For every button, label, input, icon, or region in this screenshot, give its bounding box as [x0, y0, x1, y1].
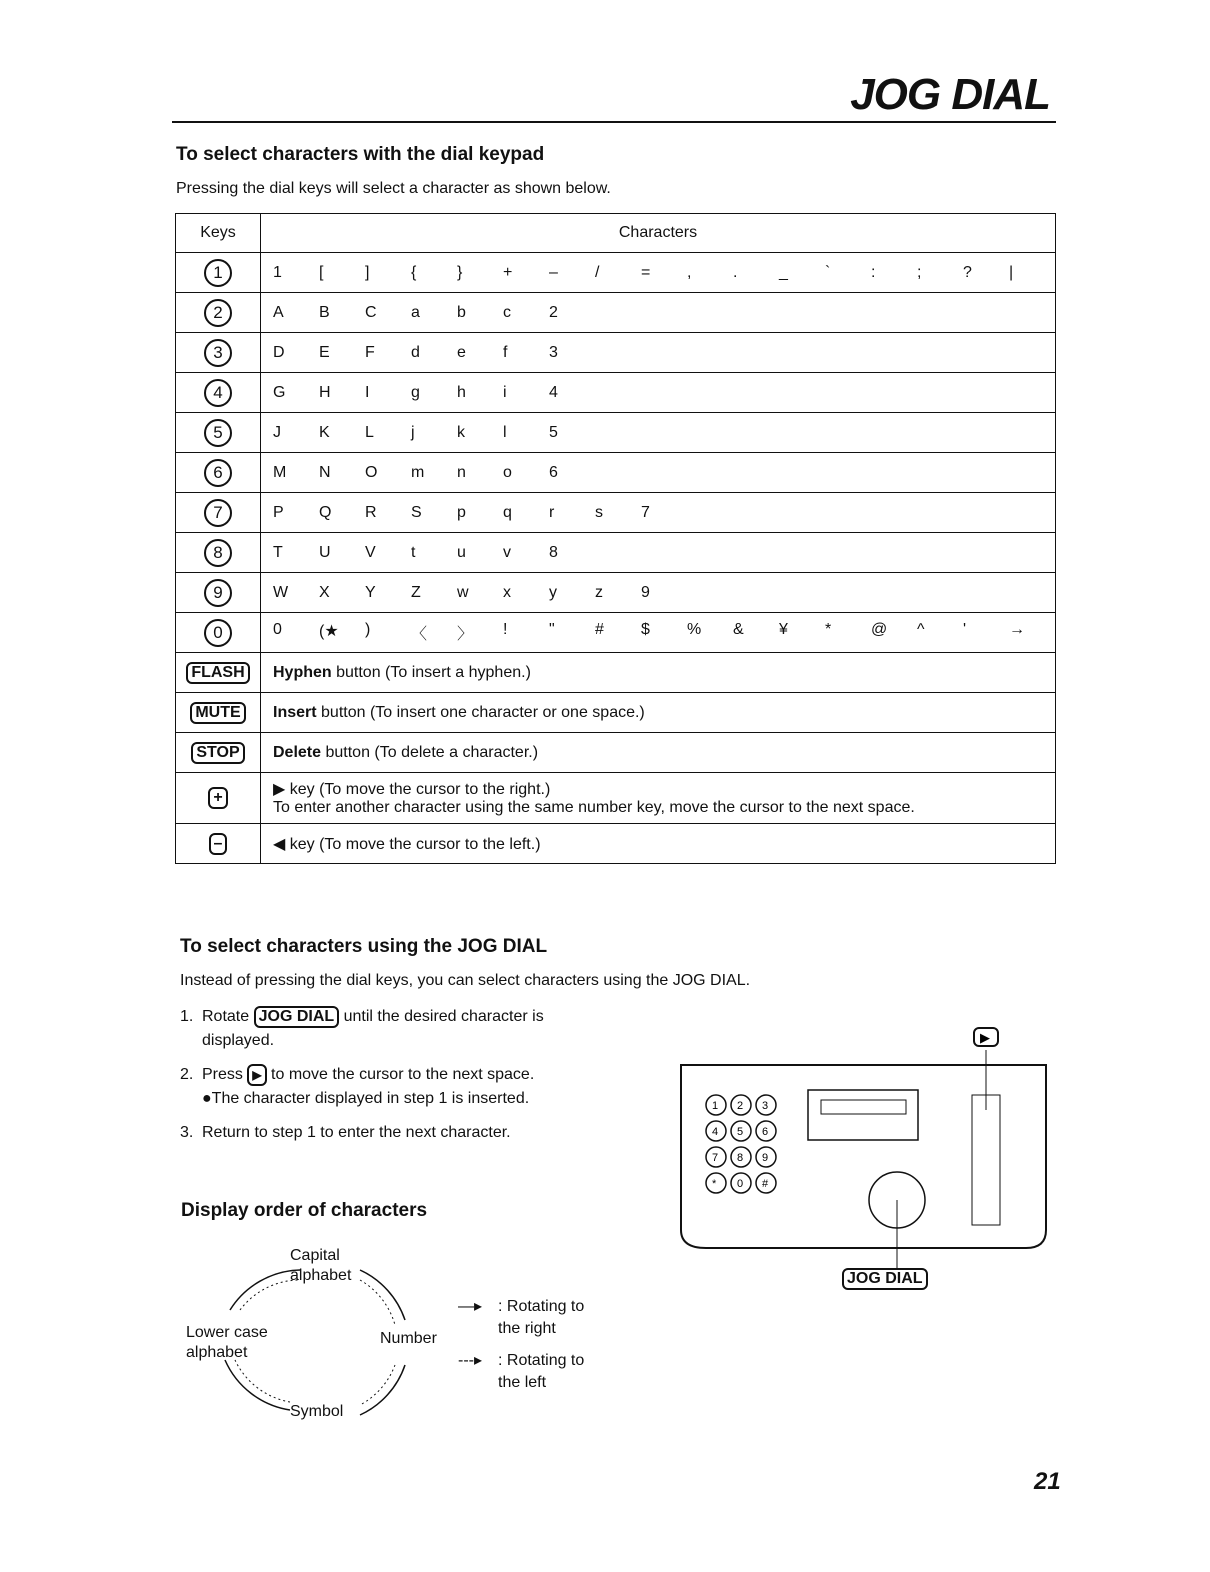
table-row: [176, 693, 1056, 733]
character: o: [503, 463, 512, 481]
character: `: [825, 263, 831, 281]
character: y: [549, 583, 557, 601]
characters-cell: [261, 733, 1056, 773]
device-key-label: 3: [762, 1100, 769, 1112]
keypad-intro: Pressing the dial keys will select a character as shown below.: [176, 180, 611, 197]
step-3: [180, 1121, 620, 1145]
right-arrow-icon: ▶: [980, 1030, 990, 1045]
key-cell: [176, 653, 261, 693]
characters-cell: [261, 573, 1056, 613]
characters-cell: [261, 333, 1056, 373]
step-text: Press: [202, 1066, 248, 1083]
character: S: [411, 503, 422, 521]
character: u: [457, 543, 466, 561]
character: z: [595, 583, 603, 601]
character-table: [175, 213, 1056, 864]
character: ]: [365, 263, 370, 281]
table-row: [176, 373, 1056, 413]
device-key-label: *: [712, 1178, 717, 1190]
character: _: [779, 263, 788, 281]
character: w: [457, 583, 469, 601]
character: :: [871, 263, 876, 281]
steps-list: [180, 1005, 620, 1145]
page-number: 21: [1034, 1468, 1061, 1495]
table-row: [176, 413, 1056, 453]
desc-line: ▶ key (To move the cursor to the right.): [273, 781, 551, 798]
device-key-label: 6: [762, 1126, 769, 1138]
table-row: [176, 573, 1056, 613]
character: X: [319, 583, 330, 601]
character: U: [319, 543, 331, 561]
device-key-label: #: [762, 1178, 769, 1190]
character: d: [411, 343, 420, 361]
button-desc: button (To delete a character.): [321, 743, 539, 761]
character: I: [365, 383, 370, 401]
character: g: [411, 383, 420, 401]
character: x: [503, 583, 511, 601]
dotted-arrow: [360, 1365, 395, 1405]
character: =: [641, 263, 651, 281]
character: @: [871, 621, 888, 638]
character: a: [411, 303, 420, 321]
legend-left: [458, 1350, 598, 1394]
characters-cell: [261, 693, 1056, 733]
legend-text: : Rotating to the left: [498, 1352, 585, 1391]
character: C: [365, 303, 377, 321]
character: c: [503, 303, 511, 321]
key-cell: [176, 824, 261, 864]
characters-cell: [261, 613, 1056, 653]
table-row: [176, 613, 1056, 653]
character: ': [963, 621, 967, 638]
dashed-arrow-icon: ---▸: [458, 1352, 483, 1369]
step-2: [180, 1063, 620, 1111]
character: j: [411, 423, 415, 441]
character: /: [595, 263, 600, 281]
characters-cell: [261, 533, 1056, 573]
character: D: [273, 343, 285, 361]
label-symbol: Symbol: [290, 1403, 344, 1420]
character: 1: [273, 263, 282, 281]
table-row: [176, 333, 1056, 373]
device-key-label: 4: [712, 1126, 719, 1138]
left-desc: ◀ key (To move the cursor to the left.): [273, 835, 541, 853]
character: L: [365, 423, 374, 441]
character: *: [825, 621, 832, 638]
character: e: [457, 343, 466, 361]
jog-dial-key: JOG DIAL: [254, 1006, 340, 1028]
dial-key-icon: 2: [204, 299, 232, 327]
arrow-symbol-to-lower: [225, 1360, 290, 1410]
character: n: [457, 463, 466, 481]
character: 7: [641, 503, 650, 521]
characters-cell: [261, 453, 1056, 493]
character: $: [641, 621, 650, 638]
table-row: [176, 453, 1056, 493]
character: E: [319, 343, 330, 361]
character: !: [503, 621, 508, 638]
character: h: [457, 383, 466, 401]
step-number: 1.: [180, 1008, 194, 1025]
character: ^: [917, 621, 925, 638]
character: 4: [549, 383, 558, 401]
right-key-icon: +: [208, 787, 227, 809]
step-text: until the desired character is displayed.: [202, 1008, 544, 1049]
step-text: to move the cursor to the next space.: [266, 1066, 535, 1083]
step-text: Return to step 1 to enter the next character.: [202, 1124, 511, 1141]
dial-key-icon: 4: [204, 379, 232, 407]
key-cell: [176, 693, 261, 733]
character: R: [365, 503, 377, 521]
label-number: Number: [380, 1330, 437, 1347]
character: G: [273, 383, 286, 401]
key-cell: [176, 373, 261, 413]
dial-key-icon: 5: [204, 419, 232, 447]
character: .: [733, 263, 738, 281]
dial-key-icon: 3: [204, 339, 232, 367]
character: Z: [411, 583, 421, 601]
character: A: [273, 303, 284, 321]
dotted-arrow: [360, 1280, 395, 1325]
character: &: [733, 621, 744, 638]
character: t: [411, 543, 416, 561]
characters-cell: [261, 824, 1056, 864]
character: 5: [549, 423, 558, 441]
legend-text: : Rotating to the right: [498, 1298, 585, 1337]
key-cell: [176, 413, 261, 453]
character: %: [687, 621, 702, 638]
character: v: [503, 543, 511, 561]
header-keys: Keys: [176, 214, 261, 253]
arrow-number-to-symbol: [360, 1365, 405, 1415]
dial-key-icon: 9: [204, 579, 232, 607]
label-lower: Lower case alphabet: [186, 1324, 268, 1361]
device-key-label: 8: [737, 1152, 744, 1164]
character: 3: [549, 343, 558, 361]
character: m: [411, 463, 425, 481]
table-row: [176, 533, 1056, 573]
character: 〉: [457, 626, 474, 643]
section-heading-order: Display order of characters: [181, 1200, 428, 1221]
character: 0: [273, 621, 282, 638]
button-key-icon: MUTE: [190, 702, 245, 724]
device-key-label: 9: [762, 1152, 769, 1164]
character: (★: [319, 623, 339, 640]
character: ,: [687, 263, 692, 281]
label-capital: Capital alphabet: [290, 1247, 352, 1284]
step-bullet: ●The character displayed in step 1 is inserted.: [202, 1090, 530, 1107]
device-key-label: 2: [737, 1100, 744, 1112]
character: q: [503, 503, 512, 521]
fax-device-illustration: [676, 1020, 1056, 1280]
character: →: [1009, 621, 1025, 638]
character: J: [273, 423, 281, 441]
key-cell: [176, 253, 261, 293]
table-row: [176, 733, 1056, 773]
character: k: [457, 423, 465, 441]
character: Y: [365, 583, 376, 601]
character: +: [503, 263, 513, 281]
device-key-label: 7: [712, 1152, 719, 1164]
key-cell: [176, 493, 261, 533]
title-rule: [172, 121, 1056, 123]
button-name: Delete: [273, 743, 322, 761]
button-key-icon: STOP: [191, 742, 244, 764]
device-key-label: 1: [712, 1100, 719, 1112]
character: r: [549, 503, 555, 521]
character: 2: [549, 303, 558, 321]
left-key-icon: –: [209, 833, 228, 855]
table-row: [176, 824, 1056, 864]
jog-dial-label: JOG DIAL: [842, 1268, 928, 1290]
key-cell: [176, 453, 261, 493]
step-number: 2.: [180, 1066, 194, 1083]
key-cell: [176, 333, 261, 373]
character: 8: [549, 543, 558, 561]
character: B: [319, 303, 330, 321]
desc-line: To enter another character using the same number key, move the cursor to the next space.: [273, 799, 915, 816]
table-row: [176, 773, 1056, 824]
device-key-label: 5: [737, 1126, 744, 1138]
character: {: [411, 263, 417, 281]
key-cell: [176, 573, 261, 613]
button-key-icon: FLASH: [186, 662, 249, 684]
character: f: [503, 343, 508, 361]
solid-arrow-icon: —▸: [458, 1298, 483, 1315]
legend-right: [458, 1296, 598, 1340]
characters-cell: [261, 493, 1056, 533]
dial-key-icon: 1: [204, 259, 232, 287]
key-cell: [176, 613, 261, 653]
character: ¥: [779, 621, 788, 638]
character: M: [273, 463, 287, 481]
character: 6: [549, 463, 558, 481]
character: [: [319, 263, 324, 281]
character: i: [503, 383, 507, 401]
section-heading-jog: To select characters using the JOG DIAL: [180, 936, 548, 957]
character: –: [549, 263, 558, 281]
device-key-label: 0: [737, 1178, 744, 1190]
right-key-icon: ▶: [247, 1064, 266, 1086]
characters-cell: [261, 373, 1056, 413]
jog-intro: Instead of pressing the dial keys, you can select characters using the JOG DIAL.: [180, 972, 751, 989]
dial-key-icon: 7: [204, 499, 232, 527]
dial-key-icon: 8: [204, 539, 232, 567]
characters-cell: [261, 293, 1056, 333]
character: }: [457, 263, 463, 281]
character: ": [549, 621, 555, 638]
dotted-arrow: [235, 1360, 290, 1402]
key-cell: [176, 293, 261, 333]
button-desc: button (To insert one character or one space.): [316, 703, 645, 721]
right-desc: [273, 773, 1055, 823]
character: s: [595, 503, 603, 521]
key-cell: [176, 773, 261, 824]
button-name: Insert: [273, 703, 317, 721]
table-row: [176, 293, 1056, 333]
character: #: [595, 621, 604, 638]
character: P: [273, 503, 284, 521]
button-name: Hyphen: [273, 663, 332, 681]
character: T: [273, 543, 283, 561]
character: p: [457, 503, 466, 521]
character: O: [365, 463, 378, 481]
characters-cell: [261, 653, 1056, 693]
button-desc: button (To insert a hyphen.): [331, 663, 531, 681]
character: l: [503, 423, 507, 441]
step-1: [180, 1005, 620, 1053]
key-cell: [176, 533, 261, 573]
characters-cell: [261, 773, 1056, 824]
dial-key-icon: 0: [204, 619, 232, 647]
dial-key-icon: 6: [204, 459, 232, 487]
character: W: [273, 583, 289, 601]
character: V: [365, 543, 376, 561]
characters-cell: [261, 413, 1056, 453]
character: 9: [641, 583, 650, 601]
character: ?: [963, 263, 972, 281]
step-number: 3.: [180, 1124, 194, 1141]
table-row: [176, 493, 1056, 533]
section-heading-keypad: To select characters with the dial keypad: [176, 144, 545, 165]
table-row: [176, 253, 1056, 293]
character: N: [319, 463, 331, 481]
step-text: Rotate: [202, 1008, 254, 1025]
page-title: JOG DIAL: [850, 70, 1050, 119]
characters-cell: [261, 253, 1056, 293]
header-characters: Characters: [261, 214, 1056, 253]
character: ;: [917, 263, 922, 281]
character: b: [457, 303, 466, 321]
character: F: [365, 343, 375, 361]
character: 〈: [411, 626, 428, 643]
character: H: [319, 383, 331, 401]
character: ): [365, 621, 371, 638]
character: K: [319, 423, 330, 441]
key-cell: [176, 733, 261, 773]
table-row: [176, 653, 1056, 693]
character: Q: [319, 503, 332, 521]
character: |: [1009, 263, 1014, 281]
